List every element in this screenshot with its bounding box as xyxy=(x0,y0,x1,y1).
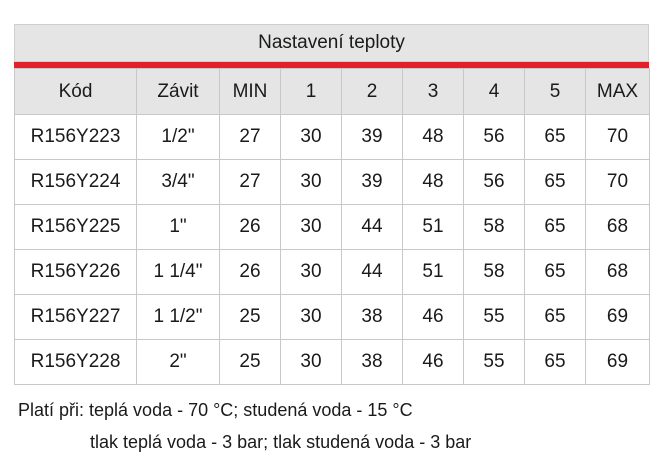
table-row xyxy=(15,160,650,205)
header-3: 3 xyxy=(403,69,464,115)
cell-max: 69 xyxy=(586,340,650,385)
cell-3: 51 xyxy=(403,250,464,295)
cell-2: 38 xyxy=(342,340,403,385)
header-max: MAX xyxy=(586,69,650,115)
temperature-settings-table xyxy=(14,24,649,385)
cell-5: 65 xyxy=(525,205,586,250)
cell-min: 27 xyxy=(220,160,281,205)
cell-5: 65 xyxy=(525,115,586,160)
cell-2: 39 xyxy=(342,160,403,205)
cell-kod: R156Y224 xyxy=(15,160,137,205)
cell-min: 26 xyxy=(220,250,281,295)
cell-3: 48 xyxy=(403,115,464,160)
cell-4: 58 xyxy=(464,250,525,295)
cell-zavit: 1 1/4" xyxy=(137,250,220,295)
cell-zavit: 1" xyxy=(137,205,220,250)
cell-4: 58 xyxy=(464,205,525,250)
header-5: 5 xyxy=(525,69,586,115)
cell-2: 44 xyxy=(342,250,403,295)
table-row xyxy=(15,340,650,385)
table-body xyxy=(15,115,650,385)
cell-1: 30 xyxy=(281,295,342,340)
header-2: 2 xyxy=(342,69,403,115)
cell-1: 30 xyxy=(281,340,342,385)
cell-5: 65 xyxy=(525,250,586,295)
note-line-2: tlak teplá voda - 3 bar; tlak studená voda - 3 bar xyxy=(90,432,472,452)
cell-3: 51 xyxy=(403,205,464,250)
table-row xyxy=(15,295,650,340)
cell-1: 30 xyxy=(281,250,342,295)
conditions-note xyxy=(18,396,471,456)
cell-max: 69 xyxy=(586,295,650,340)
cell-5: 65 xyxy=(525,295,586,340)
cell-2: 38 xyxy=(342,295,403,340)
cell-kod: R156Y225 xyxy=(15,205,137,250)
cell-min: 25 xyxy=(220,340,281,385)
cell-kod: R156Y228 xyxy=(15,340,137,385)
cell-4: 56 xyxy=(464,160,525,205)
cell-1: 30 xyxy=(281,115,342,160)
header-zavit: Závit xyxy=(137,69,220,115)
cell-4: 55 xyxy=(464,340,525,385)
cell-3: 46 xyxy=(403,295,464,340)
cell-5: 65 xyxy=(525,340,586,385)
table-title: Nastavení teploty xyxy=(14,24,649,62)
settings-grid xyxy=(14,68,650,385)
cell-zavit: 1/2" xyxy=(137,115,220,160)
cell-zavit: 2" xyxy=(137,340,220,385)
cell-max: 68 xyxy=(586,250,650,295)
cell-zavit: 1 1/2" xyxy=(137,295,220,340)
header-1: 1 xyxy=(281,69,342,115)
cell-2: 39 xyxy=(342,115,403,160)
table-row xyxy=(15,250,650,295)
cell-min: 27 xyxy=(220,115,281,160)
cell-kod: R156Y227 xyxy=(15,295,137,340)
cell-max: 70 xyxy=(586,160,650,205)
cell-max: 70 xyxy=(586,115,650,160)
cell-kod: R156Y226 xyxy=(15,250,137,295)
cell-kod: R156Y223 xyxy=(15,115,137,160)
cell-1: 30 xyxy=(281,205,342,250)
header-kod: Kód xyxy=(15,69,137,115)
cell-4: 56 xyxy=(464,115,525,160)
header-4: 4 xyxy=(464,69,525,115)
header-row xyxy=(15,69,650,115)
cell-3: 48 xyxy=(403,160,464,205)
table-row xyxy=(15,115,650,160)
cell-5: 65 xyxy=(525,160,586,205)
cell-4: 55 xyxy=(464,295,525,340)
cell-3: 46 xyxy=(403,340,464,385)
cell-2: 44 xyxy=(342,205,403,250)
header-min: MIN xyxy=(220,69,281,115)
cell-1: 30 xyxy=(281,160,342,205)
cell-min: 26 xyxy=(220,205,281,250)
table-row xyxy=(15,205,650,250)
cell-min: 25 xyxy=(220,295,281,340)
cell-zavit: 3/4" xyxy=(137,160,220,205)
cell-max: 68 xyxy=(586,205,650,250)
note-line-1: Platí při: teplá voda - 70 °C; studená voda - 15 °C xyxy=(18,400,413,420)
